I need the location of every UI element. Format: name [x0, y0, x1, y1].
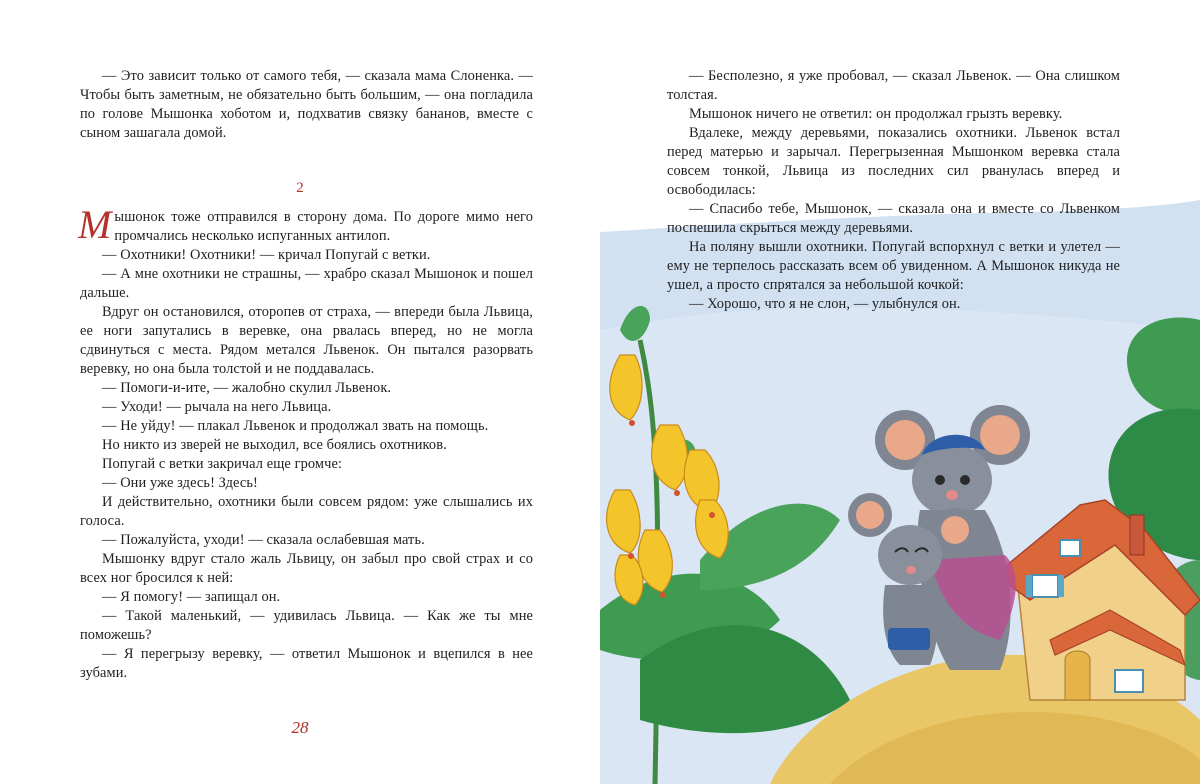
paragraph: — А мне охотники не страшны, — храбро сказал Мышонок и пошел дальше.	[80, 266, 533, 301]
paragraph: И действительно, охотники были совсем рядом: уже слышались их голоса.	[80, 494, 533, 529]
paragraph: Вдруг он остановился, оторопев от страха, — впереди была Львица, ее ноги запутались в веревке, она рвалась вперед, но не могла сдвинуться с места. Рядом метался Львенок. Он пытался разорвать веревку, но она была толстой и не поддавалась.	[80, 304, 533, 377]
chimney	[1130, 515, 1144, 555]
first-paragraph-text: ышонок тоже отправился в сторону дома. По дороге мимо него промчались несколько испуганных антилоп.	[114, 209, 533, 244]
paragraph: — Бесполезно, я уже пробовал, — сказал Львенок. — Она слишком толстая.	[667, 68, 1120, 103]
paragraph: Мышонку вдруг стало жаль Львицу, он забыл про свой страх и со всех ног бросился к ней:	[80, 551, 533, 586]
door	[1065, 651, 1090, 700]
paragraph: — Уходи! — рычала на него Львица.	[102, 399, 332, 415]
window	[1115, 670, 1143, 692]
chapter-first-paragraph	[78, 202, 533, 247]
paragraph: Попугай с ветки закричал еще громче:	[102, 456, 343, 472]
drop-cap: М	[78, 202, 112, 247]
paragraph: — Я помогу! — запищал он.	[102, 589, 281, 605]
paragraph: — Спасибо тебе, Мышонок, — сказала она и вместе со Львенком поспешила скрыться между деревьями.	[667, 201, 1120, 236]
paragraph: — Не уйду! — плакал Львенок и продолжал звать на помощь.	[102, 418, 489, 434]
left-main-text	[78, 202, 533, 683]
left-top-text	[80, 67, 533, 143]
paragraph: — Хорошо, что я не слон, — улыбнулся он.	[689, 296, 961, 312]
paragraph: — Охотники! Охотники! — кричал Попугай с ветки.	[102, 247, 431, 263]
paragraph: Мышонок ничего не ответил: он продолжал грызть веревку.	[689, 106, 1063, 122]
window-shutter	[1026, 575, 1032, 597]
paragraph: — Такой маленький, — удивилась Львица. — Как же ты мне поможешь?	[80, 608, 533, 643]
paragraph: Вдалеке, между деревьями, показались охотники. Львенок встал перед матерью и зарычал. Перегрызенная Мышонком веревка стала совсем тонкой, Львица из последних сил рванулась вперед и освободилась:	[667, 125, 1120, 198]
paragraph: На поляну вышли охотники. Попугай вспорхнул с ветки и улетел — ему не терпелось рассказать всем об увиденном. А Мышонок никуда не ушел, а просто спрятался за небольшой кочкой:	[667, 239, 1120, 293]
paragraph: — Это зависит только от самого тебя, — сказала мама Слоненка. — Чтобы быть заметным, не обязательно быть большим, — она погладила по голове Мышонка хоботом и, подхватив связку бананов, вместе с сыном зашагала домой.	[80, 68, 533, 141]
paragraph: — Они уже здесь! Здесь!	[102, 475, 258, 491]
window	[1060, 540, 1080, 556]
window-shutter	[1058, 575, 1064, 597]
paragraph: Но никто из зверей не выходил, все боялись охотников.	[102, 437, 447, 453]
chapter-number: 2	[296, 180, 304, 196]
right-page	[600, 0, 1200, 784]
shorts	[888, 628, 930, 650]
right-text	[667, 67, 1120, 314]
paragraph: — Помоги-и-ите, — жалобно скулил Львенок.	[102, 380, 392, 396]
window	[1032, 575, 1058, 597]
paragraph: — Я перегрызу веревку, — ответил Мышонок и вцепился в нее зубами.	[80, 646, 533, 681]
page-number: 28	[291, 718, 309, 737]
paragraph: — Пожалуйста, уходи! — сказала ослабевшая мать.	[102, 532, 425, 548]
